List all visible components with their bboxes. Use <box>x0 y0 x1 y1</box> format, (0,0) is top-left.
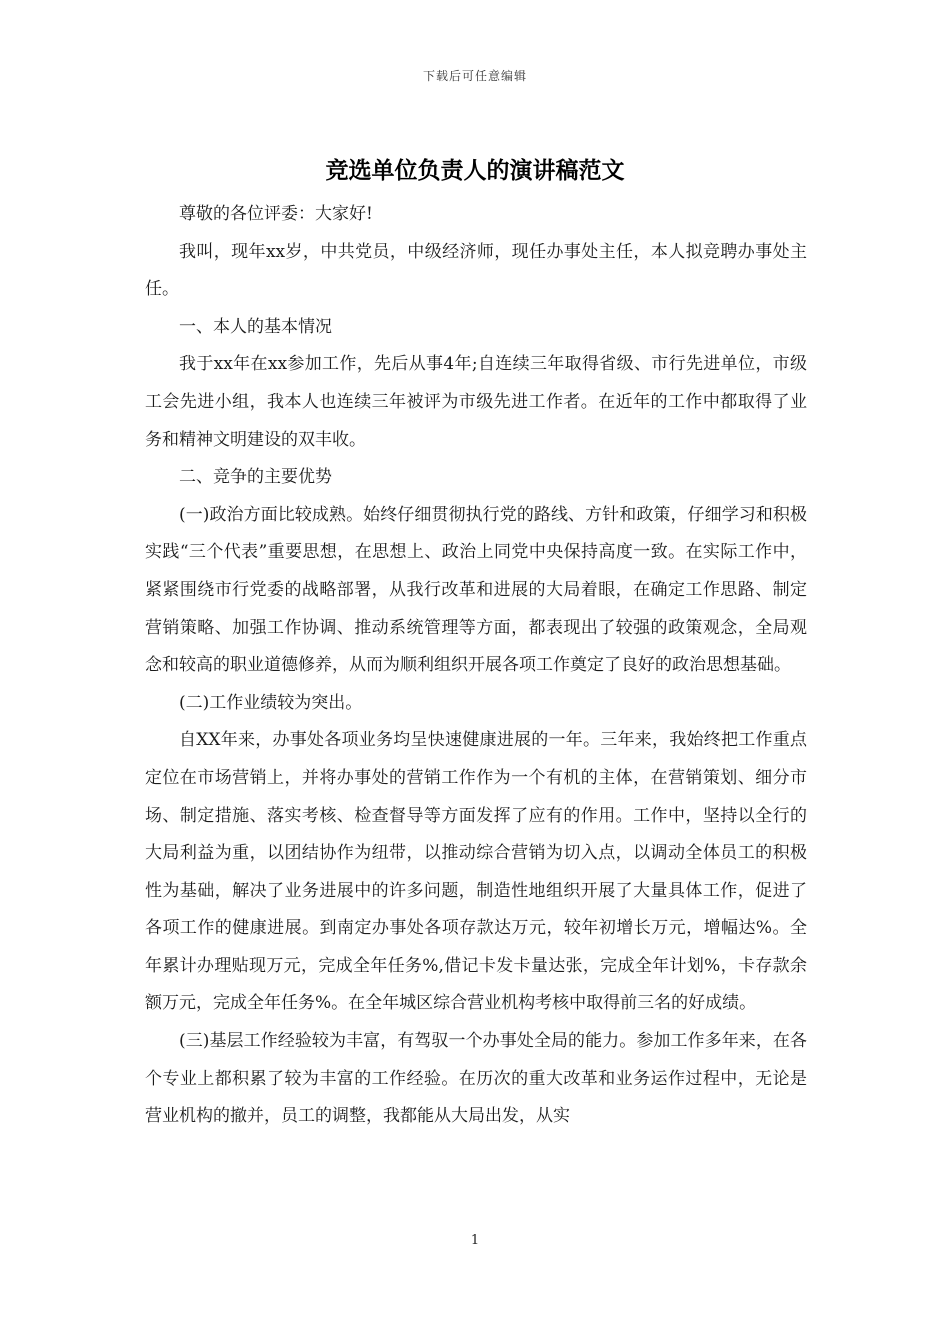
header-note: 下载后可任意编辑 <box>422 69 527 83</box>
advantage-performance-heading: (二)工作业绩较为突出。 <box>179 692 363 713</box>
performance-paragraph: 自XX年来，办事处各项业务均呈快速健康进展的一年。三年来，我始终把工作重点定位在市场营销上，并将办事处的营销工作作为一个有机的主体，在营销策划、细分市场、制定措施、落实考核、检查督导等方面发挥了应有的作用。工作中，坚持以全行的大局利益为重，以团结协作为纽带，以推动综合营销为切入点，以调动全体员工的积极性为基础，解决了业务进展中的许多问题，制造性地组织开展了大量具体工作，促进了各项工作的健康进展。到南定办事处各项存款达万元，较年初增长万元，增幅达%。全年累计办理贴现万元，完成全年任务%,借记卡发卡量达张，完成全年计划%，卡存款余额万元，完成全年任务%。在全年城区综合营业机构考核中取得前三名的好成绩。 <box>145 730 807 1014</box>
page-number: 1 <box>470 1233 480 1248</box>
section-heading-basic-info: 一、本人的基本情况 <box>179 316 332 337</box>
document-body <box>145 196 807 1136</box>
section-heading-advantages: 二、竞争的主要优势 <box>179 467 332 488</box>
basic-info-paragraph: 我于xx年在xx参加工作，先后从事4年;自连续三年取得省级、市行先进单位，市级工会先进小组，我本人也连续三年被评为市级先进工作者。在近年的工作中都取得了业务和精神文明建设的双丰收。 <box>145 354 807 450</box>
introduction-paragraph: 我叫，现年xx岁，中共党员，中级经济师，现任办事处主任，本人拟竞聘办事处主任。 <box>145 241 807 300</box>
advantage-political-paragraph: (一)政治方面比较成熟。始终仔细贯彻执行党的路线、方针和政策，仔细学习和积极实践“三个代表”重要思想，在思想上、政治上同党中央保持高度一致。在实际工作中，紧紧围绕市行党委的战略部署，从我行改革和进展的大局着眼，在确定工作思路、制定营销策略、加强工作协调、推动系统管理等方面，都表现出了较强的政策观念，全局观念和较高的职业道德修养，从而为顺利组织开展各项工作奠定了良好的政治思想基础。 <box>145 504 807 676</box>
document-title: 竞选单位负责人的演讲稿范文 <box>325 157 625 184</box>
salutation-paragraph: 尊敬的各位评委：大家好! <box>179 204 373 224</box>
advantage-experience-paragraph: (三)基层工作经验较为丰富，有驾驭一个办事处全局的能力。参加工作多年来，在各个专业上都积累了较为丰富的工作经验。在历次的重大改革和业务运作过程中，无论是营业机构的撤并，员工的调整，我都能从大局出发，从实 <box>145 1031 807 1127</box>
